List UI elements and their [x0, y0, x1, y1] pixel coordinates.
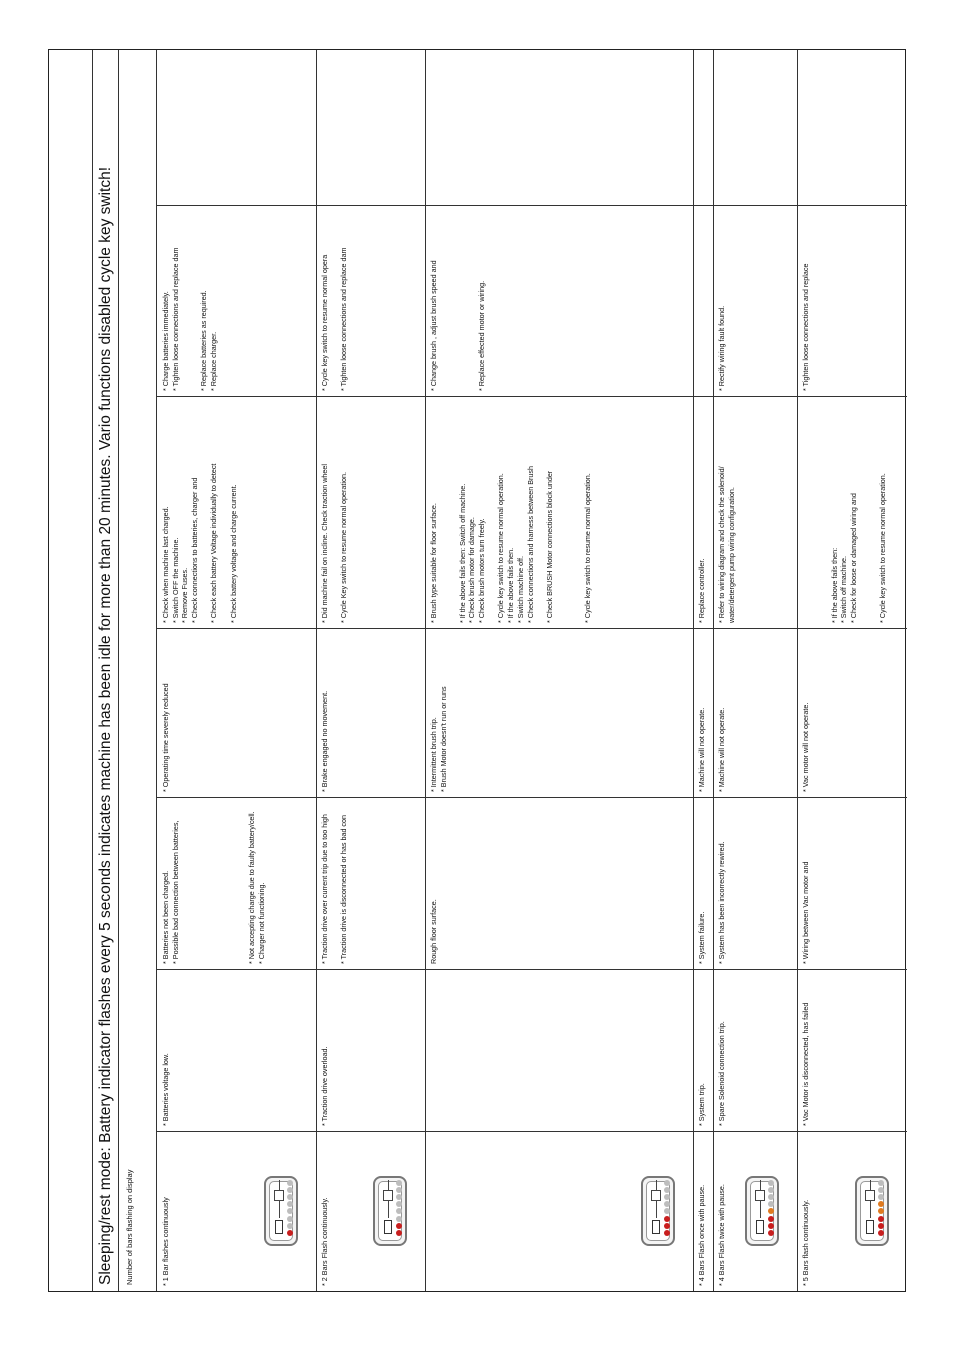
cell-symptom [425, 628, 693, 797]
cell-line: * Tighten loose connections and replace dam [339, 247, 349, 391]
cell-remedy [797, 205, 907, 396]
charge-bar-led [664, 1208, 670, 1214]
charge-bar-led [878, 1216, 884, 1222]
battery-icon [756, 1220, 764, 1234]
cell-line: * Brush type suitable for floor surface. [429, 503, 438, 623]
charge-bar-led [287, 1208, 293, 1214]
charge-bar-led [287, 1216, 293, 1222]
cell-line: * Check BRUSH Motor connections block under [544, 470, 554, 623]
cell-line: * Replace batteries as required. [199, 290, 209, 391]
charge-bar-led [664, 1194, 670, 1200]
header-band [119, 50, 157, 1291]
cell-fault [425, 969, 693, 1131]
cell-cause [157, 797, 316, 969]
cell-line [228, 802, 238, 964]
cell-remedy [713, 205, 797, 396]
cell-line [820, 401, 830, 623]
cell-line [868, 401, 878, 623]
cell-line: * Cycle key switch to resume normal opera [320, 254, 329, 391]
cell-line: * Brush Motor doesn't run or runs [438, 686, 448, 792]
charge-bar-led [396, 1187, 402, 1193]
cell-line: * 4 Bars Flash once with pause. [697, 1184, 706, 1286]
cell-line: * Refer to wiring diagram and check the solenoid/ [717, 466, 726, 623]
charge-bar-led [664, 1187, 670, 1193]
cell-line [467, 210, 477, 391]
battery-display-panel-icon [641, 1176, 675, 1246]
cell-line: * Batteries not been charged. [161, 870, 170, 964]
cell-line [439, 210, 449, 391]
cell-line: * Change brush , adjust brush speed and [429, 260, 438, 391]
cell-line [487, 401, 497, 623]
cell-line: * Check battery voltage and charge current. [228, 484, 238, 623]
charge-bar-led [664, 1201, 670, 1207]
charge-bar-led [287, 1180, 293, 1186]
cell-line [180, 802, 190, 964]
cell-line [180, 210, 190, 391]
plug-icon [755, 1190, 765, 1201]
charge-bar-led [768, 1208, 774, 1214]
cell-line: * Replace charger. [209, 331, 219, 391]
display-window [378, 1181, 402, 1241]
cell-line: * If the above fails then. [506, 547, 516, 623]
cell-line: Rough floor surface. [429, 899, 438, 964]
cell-line [859, 401, 869, 623]
cell-line: water/detergent pump wiring configuration. [726, 487, 736, 623]
charge-bar-led [396, 1180, 402, 1186]
cell-line: * Replace controller. [697, 558, 706, 623]
cell-line [190, 802, 200, 964]
charge-bar-led [287, 1201, 293, 1207]
charge-bar-led [768, 1230, 774, 1236]
cell-line [535, 401, 545, 623]
cell-fault [713, 969, 797, 1131]
cell-line: * Possible bad connection between batteries, [170, 820, 180, 964]
rotated-troubleshooting-page [48, 49, 906, 1292]
cell-line: * Check when machine last charged. [161, 506, 170, 623]
cell-symptom [797, 628, 907, 797]
cell-check [693, 396, 713, 628]
cell-line [554, 401, 564, 623]
cell-line [330, 210, 340, 391]
cell-line: * Did machine fail on incline. Check traction wheel [320, 463, 329, 623]
cell-display [693, 1131, 713, 1291]
cell-check [157, 396, 316, 628]
plug-icon [651, 1190, 661, 1201]
display-window [750, 1181, 774, 1241]
cell-line: * Spare Solenoid connection trip. [717, 1021, 726, 1126]
cell-line: * Rectify wiring fault found. [717, 305, 726, 391]
display-window [860, 1181, 884, 1241]
cell-cause [316, 797, 425, 969]
cell-line [458, 210, 468, 391]
cell-line: * Check for loose or damaged wiring and [848, 493, 858, 623]
cell-cause [425, 797, 693, 969]
plug-icon [274, 1190, 284, 1201]
charge-bar-led [768, 1187, 774, 1193]
charge-bar-led [878, 1208, 884, 1214]
cell-line: * Traction drive over current trip due to too high [320, 814, 329, 964]
charge-bar-led [396, 1223, 402, 1229]
cell-line [200, 401, 210, 623]
cell-cause [713, 797, 797, 969]
cell-line [218, 802, 228, 964]
charge-bar-led [287, 1223, 293, 1229]
cell-line: * Charger not functioning. [256, 882, 266, 964]
display-window [646, 1181, 670, 1241]
cell-line: * System has been incorrectly rewired. [717, 841, 726, 964]
cell-line: * If the above fails then: [829, 547, 839, 623]
charge-bar-led [768, 1201, 774, 1207]
battery-icon [866, 1220, 874, 1234]
cell-fault [797, 969, 907, 1131]
cell-line: * Cycle Key switch to resume normal operation. [339, 471, 349, 623]
charge-bar-led [396, 1230, 402, 1236]
cell-line [330, 401, 340, 623]
page-title: Sleeping/rest mode: Battery indicator flashes every 5 seconds indicates machine has been idle for more than 20 minutes. Vario functions disabled cycle key switch! [93, 50, 119, 1291]
cell-line: * Not accepting charge due to faulty battery/cell. [246, 811, 256, 964]
charge-bar-led [396, 1201, 402, 1207]
cell-line [209, 802, 219, 964]
cell-line: * 2 Bars Flash continuously. [320, 1197, 329, 1286]
charge-bar-led [396, 1208, 402, 1214]
charge-bar-led [396, 1194, 402, 1200]
cell-check [713, 396, 797, 628]
cell-display [316, 1131, 425, 1291]
cell-cause [797, 797, 907, 969]
cell-check [316, 396, 425, 628]
cell-fault [693, 969, 713, 1131]
charge-bar-led [664, 1223, 670, 1229]
cell-symptom [316, 628, 425, 797]
charge-bar-led [287, 1230, 293, 1236]
battery-display-panel-icon [373, 1176, 407, 1246]
cell-symptom [713, 628, 797, 797]
cell-fault [316, 969, 425, 1131]
cell-line: * Remove Fuses. [180, 567, 190, 623]
cell-line [219, 401, 229, 623]
cell-line [448, 401, 458, 623]
battery-display-panel-icon [264, 1176, 298, 1246]
charge-bar-led [396, 1216, 402, 1222]
cell-line: * If the above fails then: Switch off machine. [457, 483, 467, 623]
battery-display-panel-icon [745, 1176, 779, 1246]
cell-line: * Traction drive overload. [320, 1046, 329, 1126]
cell-line [190, 210, 200, 391]
cell-fault [157, 969, 316, 1131]
cell-remedy [157, 205, 316, 396]
plug-icon [383, 1190, 393, 1201]
cell-line: * Intermittent brush trip. [429, 717, 438, 792]
charge-bar-led [287, 1194, 293, 1200]
cell-line [439, 401, 449, 623]
charge-bar-led [768, 1223, 774, 1229]
cell-line: * 5 Bars flash continuously. [801, 1199, 810, 1286]
cell-line: * 4 Bars Flash twice with pause. [717, 1184, 726, 1286]
cell-line [573, 401, 583, 623]
cell-line: * Vac Motor is disconnected, has failed [801, 1002, 810, 1126]
battery-icon [275, 1220, 283, 1234]
cell-line: * Check each battery Voltage individually to detect [209, 463, 219, 623]
display-window [269, 1181, 293, 1241]
cell-line: * Check brush motors turn freely. [477, 518, 487, 623]
charge-bar-led [287, 1187, 293, 1193]
cell-line: * Cycle key switch to resume normal operation. [877, 473, 887, 623]
charge-bar-led [664, 1216, 670, 1222]
cell-line: * Batteries voltage low. [161, 1053, 170, 1126]
cell-symptom [693, 628, 713, 797]
charge-bar-led [878, 1180, 884, 1186]
cell-line: * Operating time severely reduced [161, 683, 170, 792]
cell-remedy [316, 205, 425, 396]
cell-symptom [157, 628, 316, 797]
charge-bar-led [664, 1180, 670, 1186]
charge-bar-led [878, 1194, 884, 1200]
cell-line: * Check connections and harness between Brush [525, 465, 535, 623]
charge-bar-led [768, 1194, 774, 1200]
cell-line: * Tighten loose connections and replace dam [170, 247, 180, 391]
cell-line: * Machine will not operate. [697, 707, 706, 792]
fault-table [157, 50, 907, 1291]
cell-line: * Check connections to batteries, charger and [190, 477, 200, 623]
cell-line: * Switch off machine. [839, 556, 849, 623]
cell-line [811, 401, 821, 623]
cell-line: * Cycle key switch to resume normal operation. [496, 473, 506, 623]
cell-line [801, 401, 811, 623]
cell-line: * Charge batteries immediately. [161, 291, 170, 391]
charge-bar-led [878, 1187, 884, 1193]
cell-line [237, 802, 247, 964]
battery-display-panel-icon [855, 1176, 889, 1246]
top-blank-band [49, 50, 93, 1291]
charge-bar-led [768, 1180, 774, 1186]
cell-line [564, 401, 574, 623]
charge-bar-led [878, 1201, 884, 1207]
cell-line: * Machine will not operate. [717, 707, 726, 792]
cell-line: * 1 Bar flashes continuously [161, 1197, 170, 1286]
column-header-note: Number of bars flashing on display [125, 1169, 134, 1285]
charge-bar-led [878, 1223, 884, 1229]
cell-line: * Brake engaged no movement. [320, 690, 329, 792]
cell-line: * Check brush motor for damage. [467, 517, 477, 623]
cell-cause [693, 797, 713, 969]
cell-line [330, 802, 340, 964]
battery-icon [384, 1220, 392, 1234]
cell-remedy [425, 205, 693, 396]
charge-bar-led [664, 1230, 670, 1236]
charge-bar-led [878, 1230, 884, 1236]
cell-line: * Vac motor will not operate. [801, 702, 810, 792]
cell-line: * System failure. [697, 911, 706, 964]
cell-line: * Wiring between Vac motor and [801, 861, 810, 964]
cell-check [425, 396, 693, 628]
cell-remedy [693, 205, 713, 396]
cell-line: * Traction drive is disconnected or has bad con [339, 814, 349, 964]
cell-line: * Tighten loose connections and replace [801, 263, 810, 391]
plug-icon [865, 1190, 875, 1201]
cell-line: * System trip. [697, 1083, 706, 1126]
cell-line: * Replace effected motor or wiring. [476, 280, 486, 391]
cell-line [448, 210, 458, 391]
cell-line: * Cycle key switch to resume normal operation. [582, 473, 592, 623]
battery-icon [652, 1220, 660, 1234]
cell-line [199, 802, 209, 964]
cell-display [797, 1131, 907, 1291]
cell-check [797, 396, 907, 628]
cell-line: * Switch OFF the machine. [170, 537, 180, 623]
charge-bar-led [768, 1216, 774, 1222]
cell-line: * Switch machine off. [515, 556, 525, 623]
